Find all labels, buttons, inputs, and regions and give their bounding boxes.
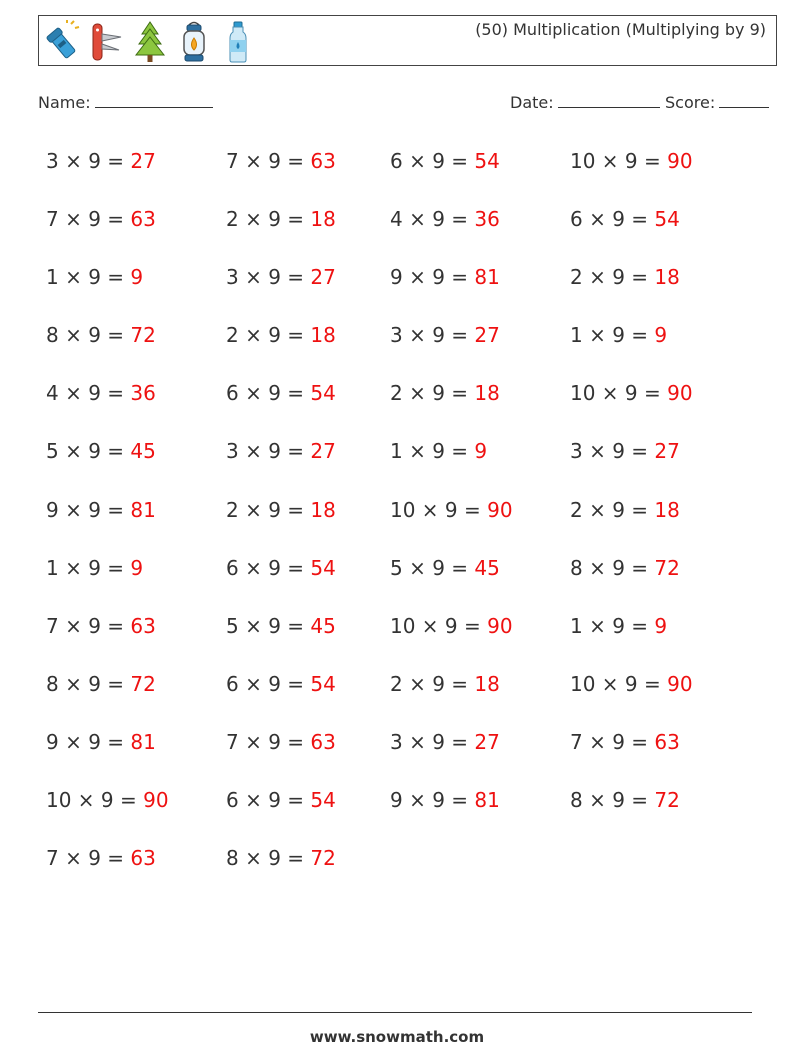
problem-item xyxy=(390,777,570,835)
name-label: Name: xyxy=(38,93,91,112)
problem-item xyxy=(390,254,570,312)
problem-item xyxy=(46,661,226,719)
problem-question: 7 × 9 = xyxy=(46,613,125,638)
problem-answer: 36 xyxy=(474,207,500,232)
problem-item xyxy=(390,312,570,370)
problem-answer: 90 xyxy=(667,149,693,173)
problem-item xyxy=(570,603,766,661)
problem-answer: 45 xyxy=(130,439,156,464)
problem-answer: 27 xyxy=(130,149,156,173)
date-blank-line[interactable] xyxy=(558,93,660,108)
problem-question: 5 × 9 = xyxy=(46,439,125,464)
problem-question: 9 × 9 = xyxy=(46,729,125,754)
problem-question: 6 × 9 = xyxy=(570,207,649,232)
problem-answer: 72 xyxy=(130,323,156,348)
problem-grid xyxy=(46,138,766,893)
problem-question: 10 × 9 = xyxy=(570,149,661,173)
worksheet-title: (50) Multiplication (Multiplying by 9) xyxy=(475,20,766,39)
problem-question: 8 × 9 = xyxy=(46,323,125,348)
problem-question: 3 × 9 = xyxy=(226,439,305,464)
problem-item xyxy=(570,196,766,254)
problem-question: 2 × 9 = xyxy=(226,497,305,522)
problem-item xyxy=(46,835,226,893)
problem-answer: 9 xyxy=(654,613,668,638)
problem-item xyxy=(226,545,390,603)
problem-question: 8 × 9 = xyxy=(226,846,305,871)
problem-question: 1 × 9 = xyxy=(390,439,469,464)
problem-item xyxy=(226,487,390,545)
problem-item xyxy=(226,777,390,835)
problem-question: 2 × 9 = xyxy=(390,671,469,696)
problem-item xyxy=(570,138,766,196)
problem-question: 4 × 9 = xyxy=(390,207,469,232)
problem-answer: 63 xyxy=(310,149,336,173)
problem-item xyxy=(226,835,390,893)
problem-answer: 90 xyxy=(143,788,169,813)
problem-item xyxy=(46,487,226,545)
problem-question: 7 × 9 = xyxy=(226,729,305,754)
problem-question: 8 × 9 = xyxy=(46,671,125,696)
problem-answer: 81 xyxy=(130,729,156,754)
problem-item xyxy=(570,661,766,719)
problem-question: 5 × 9 = xyxy=(226,613,305,638)
problem-question: 9 × 9 = xyxy=(390,788,469,813)
problem-question: 6 × 9 = xyxy=(226,671,305,696)
problem-answer: 72 xyxy=(310,846,336,871)
problem-answer: 9 xyxy=(474,439,488,464)
problem-answer: 27 xyxy=(310,439,336,464)
problem-question: 6 × 9 = xyxy=(390,149,469,173)
problem-answer: 18 xyxy=(474,671,500,696)
problem-answer: 81 xyxy=(474,788,500,813)
problem-question: 10 × 9 = xyxy=(390,497,481,522)
problem-question: 3 × 9 = xyxy=(390,323,469,348)
problem-answer: 27 xyxy=(654,439,680,464)
problem-item xyxy=(570,254,766,312)
problem-item xyxy=(390,487,570,545)
problem-question: 8 × 9 = xyxy=(570,788,649,813)
problem-question: 2 × 9 = xyxy=(226,323,305,348)
problem-item xyxy=(226,719,390,777)
problem-answer: 81 xyxy=(130,497,156,522)
pine-tree-icon xyxy=(131,20,169,64)
problem-item xyxy=(46,545,226,603)
problem-question: 2 × 9 = xyxy=(390,381,469,406)
problem-answer: 9 xyxy=(130,555,144,580)
problem-item xyxy=(46,138,226,196)
problem-question: 1 × 9 = xyxy=(570,323,649,348)
problem-answer: 63 xyxy=(310,729,336,754)
problem-answer: 90 xyxy=(667,671,693,696)
problem-question: 3 × 9 = xyxy=(46,149,125,173)
problem-item xyxy=(46,777,226,835)
problem-question: 2 × 9 = xyxy=(226,207,305,232)
problem-answer: 90 xyxy=(487,497,513,522)
problem-question: 3 × 9 = xyxy=(226,265,305,290)
problem-question: 1 × 9 = xyxy=(46,265,125,290)
problem-item xyxy=(46,428,226,486)
problem-answer: 63 xyxy=(130,207,156,232)
problem-answer: 27 xyxy=(310,265,336,290)
problem-answer: 18 xyxy=(310,497,336,522)
problem-item xyxy=(46,196,226,254)
problem-question: 1 × 9 = xyxy=(570,613,649,638)
problem-question: 7 × 9 = xyxy=(46,207,125,232)
problem-answer: 18 xyxy=(310,323,336,348)
problem-answer: 72 xyxy=(654,788,680,813)
lantern-icon xyxy=(175,20,213,64)
problem-item xyxy=(226,370,390,428)
water-bottle-icon xyxy=(219,20,257,64)
problem-question: 3 × 9 = xyxy=(570,439,649,464)
problem-item xyxy=(390,370,570,428)
problem-item xyxy=(226,196,390,254)
problem-item xyxy=(46,370,226,428)
problem-item xyxy=(46,312,226,370)
problem-item xyxy=(390,719,570,777)
problem-question: 2 × 9 = xyxy=(570,497,649,522)
problem-answer: 54 xyxy=(654,207,680,232)
problem-question: 7 × 9 = xyxy=(226,149,305,173)
problem-item xyxy=(570,719,766,777)
problem-item xyxy=(226,254,390,312)
problem-answer: 54 xyxy=(310,555,336,580)
problem-question: 7 × 9 = xyxy=(570,729,649,754)
problem-answer: 90 xyxy=(667,381,693,406)
problem-answer: 63 xyxy=(130,846,156,871)
problem-answer: 36 xyxy=(130,381,156,406)
problem-item xyxy=(226,312,390,370)
score-blank-line[interactable] xyxy=(719,93,769,108)
problem-item xyxy=(390,138,570,196)
problem-answer: 72 xyxy=(130,671,156,696)
problem-answer: 72 xyxy=(654,555,680,580)
problem-question: 10 × 9 = xyxy=(570,381,661,406)
problem-item xyxy=(570,312,766,370)
problem-item xyxy=(390,196,570,254)
problem-answer: 63 xyxy=(130,613,156,638)
score-field[interactable] xyxy=(665,93,769,112)
problem-question: 6 × 9 = xyxy=(226,555,305,580)
problem-answer: 45 xyxy=(310,613,336,638)
date-field[interactable] xyxy=(510,93,660,112)
problem-question: 6 × 9 = xyxy=(226,788,305,813)
name-blank-line[interactable] xyxy=(95,93,213,108)
footer-divider xyxy=(38,1012,752,1013)
problem-question: 4 × 9 = xyxy=(46,381,125,406)
problem-answer: 18 xyxy=(310,207,336,232)
name-field[interactable] xyxy=(38,93,213,112)
problem-item xyxy=(226,661,390,719)
problem-answer: 81 xyxy=(474,265,500,290)
worksheet-header xyxy=(38,15,777,66)
problem-question: 2 × 9 = xyxy=(570,265,649,290)
problem-item xyxy=(226,603,390,661)
problem-question: 8 × 9 = xyxy=(570,555,649,580)
problem-answer: 54 xyxy=(310,788,336,813)
problem-question: 5 × 9 = xyxy=(390,555,469,580)
icon-strip xyxy=(43,20,257,64)
problem-answer: 27 xyxy=(474,729,500,754)
pocket-knife-icon xyxy=(87,20,125,64)
problem-question: 9 × 9 = xyxy=(46,497,125,522)
problem-answer: 45 xyxy=(474,555,500,580)
problem-item xyxy=(390,428,570,486)
problem-question: 10 × 9 = xyxy=(570,671,661,696)
problem-question: 10 × 9 = xyxy=(390,613,481,638)
problem-question: 7 × 9 = xyxy=(46,846,125,871)
problem-item xyxy=(46,719,226,777)
problem-question: 9 × 9 = xyxy=(390,265,469,290)
problem-item xyxy=(226,428,390,486)
problem-answer: 54 xyxy=(310,381,336,406)
problem-answer: 54 xyxy=(474,149,500,173)
problem-question: 3 × 9 = xyxy=(390,729,469,754)
problem-answer: 18 xyxy=(654,265,680,290)
problem-item xyxy=(570,428,766,486)
problem-item xyxy=(390,661,570,719)
problem-item xyxy=(226,138,390,196)
problem-item xyxy=(46,254,226,312)
problem-answer: 18 xyxy=(474,381,500,406)
problem-answer: 27 xyxy=(474,323,500,348)
score-label: Score: xyxy=(665,93,716,112)
problem-answer: 9 xyxy=(130,265,144,290)
problem-item xyxy=(390,545,570,603)
problem-item xyxy=(46,603,226,661)
date-label: Date: xyxy=(510,93,554,112)
problem-item xyxy=(390,603,570,661)
problem-item xyxy=(570,487,766,545)
problem-question: 1 × 9 = xyxy=(46,555,125,580)
problem-answer: 9 xyxy=(654,323,668,348)
flashlight-icon xyxy=(43,20,81,64)
problem-answer: 54 xyxy=(310,671,336,696)
problem-question: 10 × 9 = xyxy=(46,788,137,813)
problem-item xyxy=(570,777,766,835)
problem-answer: 18 xyxy=(654,497,680,522)
footer-url[interactable]: www.snowmath.com xyxy=(309,1028,485,1046)
problem-item xyxy=(570,370,766,428)
problem-item xyxy=(570,545,766,603)
problem-question: 6 × 9 = xyxy=(226,381,305,406)
problem-answer: 90 xyxy=(487,613,513,638)
problem-answer: 63 xyxy=(654,729,680,754)
